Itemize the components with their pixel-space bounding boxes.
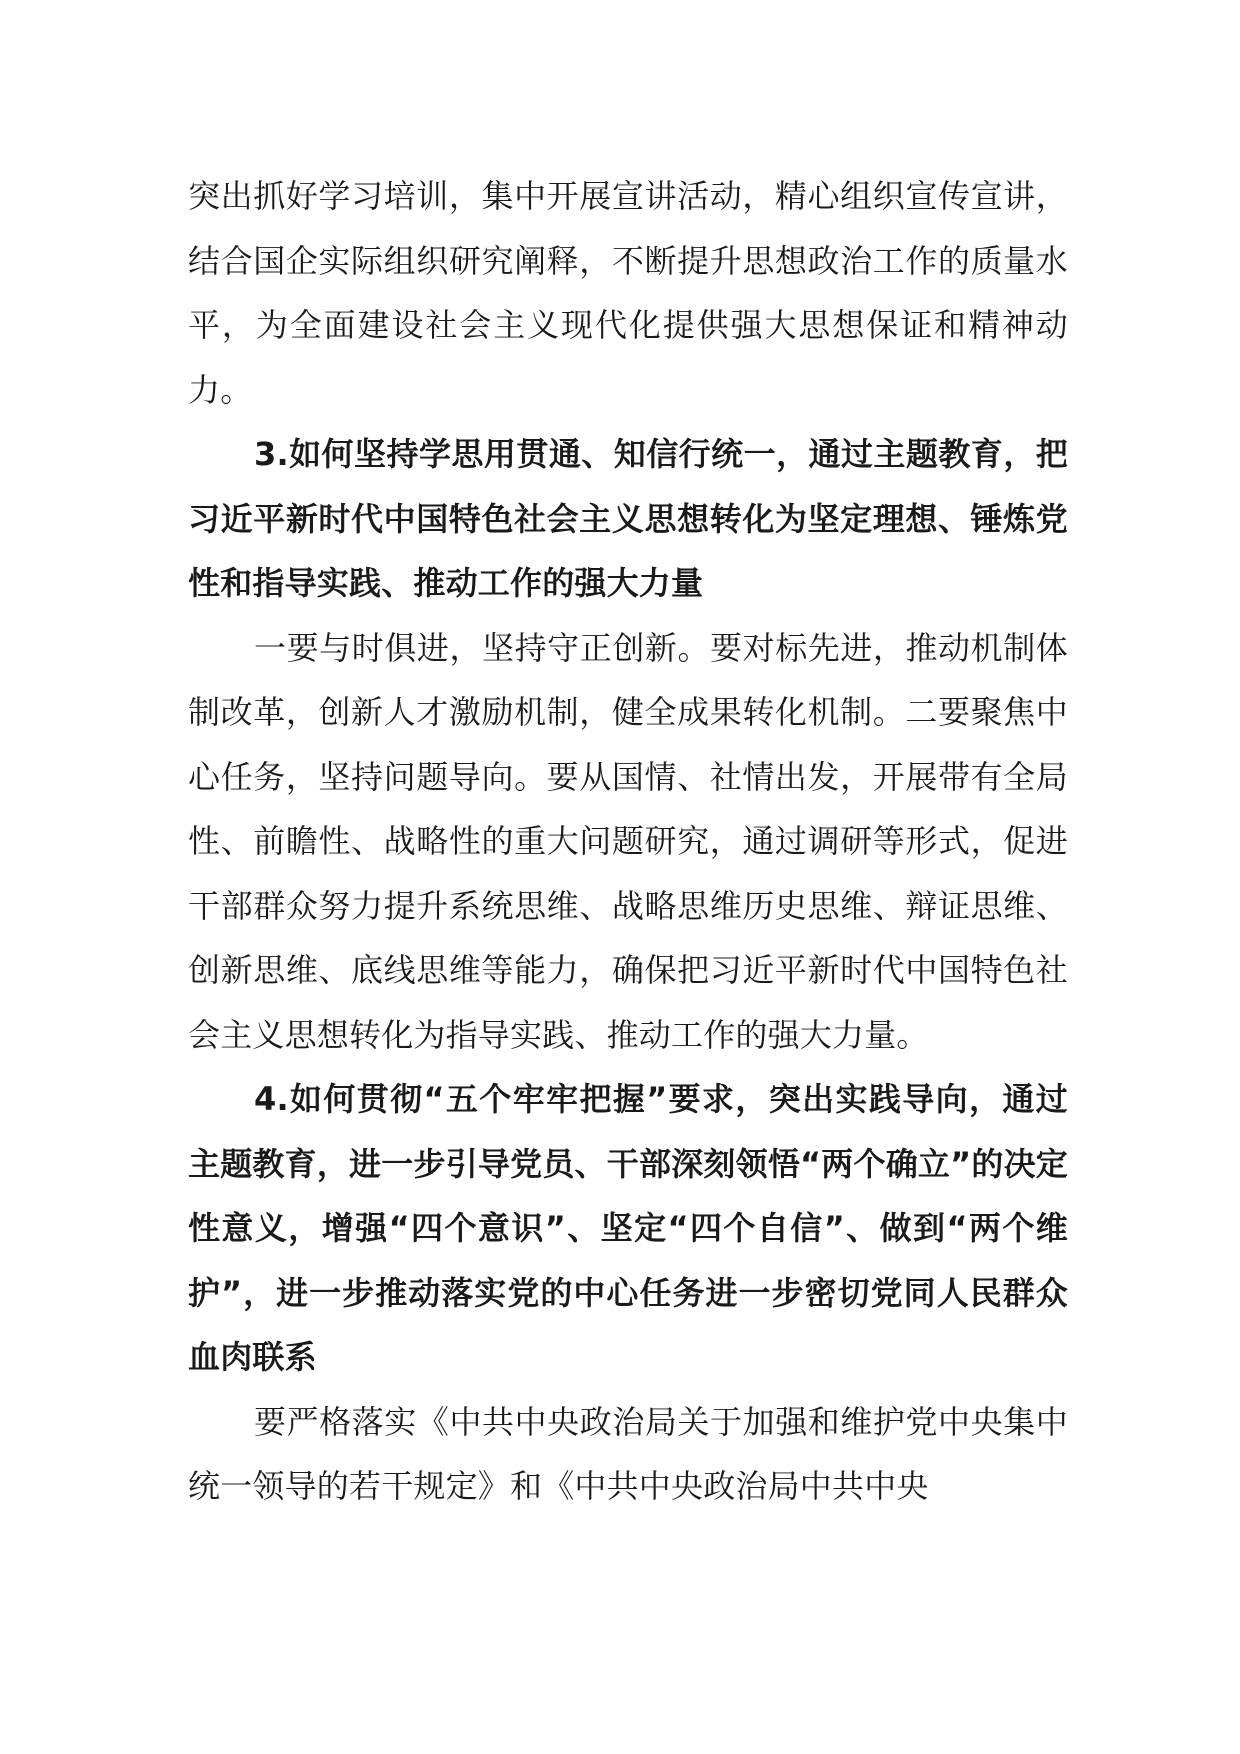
paragraph-section-3-body: 一要与时俱进，坚持守正创新。要对标先进，推动机制体制改革，创新人才激励机制，健全成果转化机制。二要聚焦中心任务，坚持问题导向。要从国情、社情出发，开展带有全局性、前瞻性、战略性的重大问题研究，通过调研等形式，促进干部群众努力提升系统思维、战略思维历史思维、辩证思维、创新思维、底线思维等能力，确保把习近平新时代中国特色社会主义思想转化为指导实践、推动工作的强大力量。 — [188, 628, 1068, 1054]
paragraph-continuation: 突出抓好学习培训，集中开展宣讲活动，精心组织宣传宣讲，结合国企实际组织研究阐释，不断提升思想政治工作的质量水平，为全面建设社会主义现代化提供强大思想保证和精神动力。 — [188, 177, 1068, 409]
document-page — [188, 164, 1068, 1519]
section-heading-4: 4.如何贯彻“五个牢牢把握”要求，突出实践导向，通过主题教育，进一步引导党员、干部深刻领悟“两个确立”的决定性意义，增强“四个意识”、坚定“四个自信”、做到“两个维护”，进一步推动落实党的中心任务进一步密切党同人民群众血肉联系 — [188, 1080, 1068, 1376]
section-heading-3: 3.如何坚持学思用贯通、知信行统一，通过主题教育，把习近平新时代中国特色社会主义思想转化为坚定理想、锤炼党性和指导实践、推动工作的强大力量 — [188, 435, 1068, 602]
paragraph-section-4-body: 要严格落实《中共中央政治局关于加强和维护党中央集中统一领导的若干规定》和《中共中央政治局中共中央 — [188, 1402, 1068, 1505]
